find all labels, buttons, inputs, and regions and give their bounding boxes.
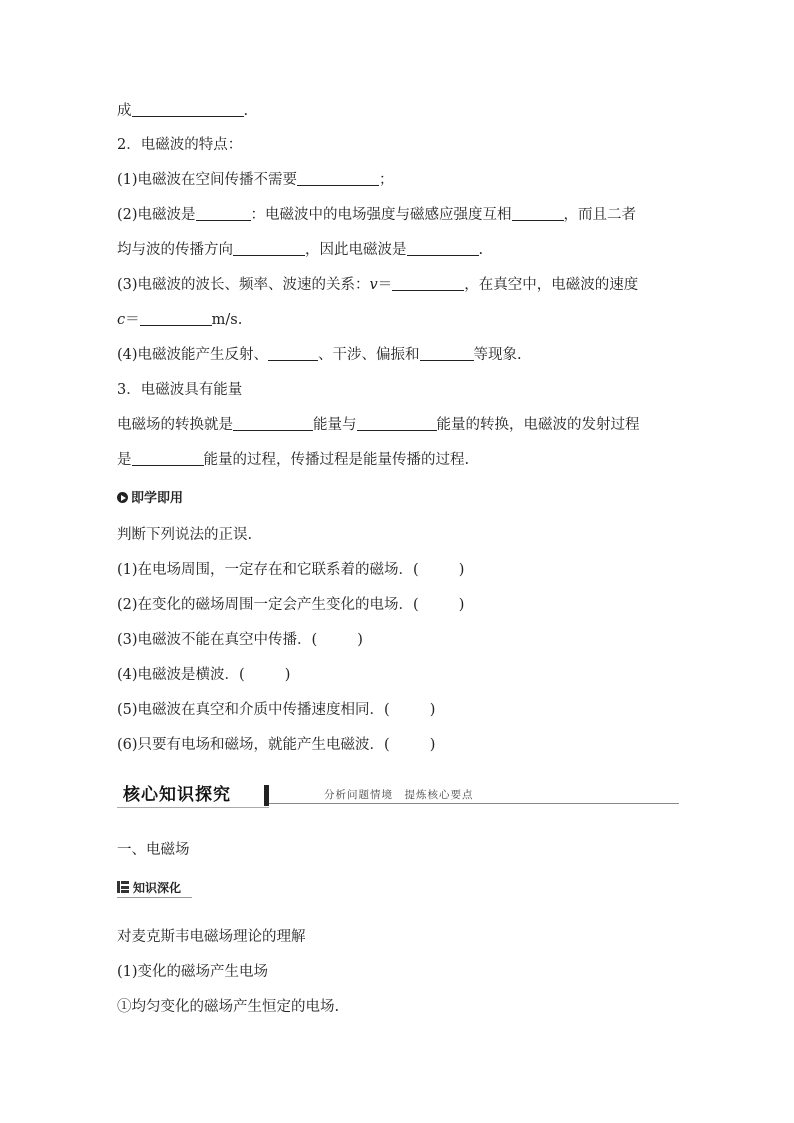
fill-blank (297, 172, 379, 186)
text: (2)电磁波是 (117, 207, 196, 223)
text: 能量与 (313, 417, 357, 433)
text-line-2-4 (117, 346, 522, 364)
fill-blank (233, 242, 305, 256)
text: 能量的转换，电磁波的发射过程 (436, 417, 640, 433)
text-line-2-3 (117, 276, 638, 294)
variable-v: v (369, 277, 378, 293)
banner-rule (117, 807, 269, 808)
text: (3)电磁波不能在真空中传播．( (117, 632, 318, 648)
text: . (478, 242, 484, 258)
text: ) (357, 632, 363, 648)
text: (2)在变化的磁场周围一定会产生变化的电场．( (117, 597, 419, 613)
text: ＝ (377, 277, 393, 293)
paragraph: 对麦克斯韦电磁场理论的理解 (117, 929, 306, 945)
text-line-2-3b (117, 311, 242, 329)
text: . (243, 103, 249, 119)
text: 电磁场的转换就是 (117, 417, 233, 433)
text-line-3-2 (117, 451, 469, 469)
knowledge-header (117, 879, 181, 897)
text: 均与波的传播方向 (117, 242, 233, 258)
fill-blank (196, 207, 251, 221)
text: (1)电磁波在空间传播不需要 (117, 172, 298, 188)
variable-c: c (117, 312, 126, 328)
text: ) (284, 667, 291, 683)
text: (5)电磁波在真空和介质中传播速度相同．( (117, 702, 390, 718)
practice-header (117, 489, 183, 507)
fill-blank (357, 417, 437, 431)
text: (6)只要有电场和磁场，就能产生电磁波．( (117, 737, 390, 753)
text: 能量的过程，传播过程是能量传播的过程. (203, 452, 470, 468)
text: ； (379, 172, 394, 188)
judgment-item (117, 736, 435, 754)
text-line-2-2b (117, 241, 483, 259)
banner-rule (269, 803, 679, 804)
judgment-item (117, 561, 464, 579)
fill-blank (132, 452, 204, 466)
text: (3)电磁波的波长、频率、波速的关系： (117, 277, 370, 293)
text: m/s. (211, 312, 243, 328)
section-2-title: 2．电磁波的特点： (117, 137, 243, 153)
text: ) (458, 562, 465, 578)
fill-blank (233, 417, 313, 431)
fill-blank (420, 347, 474, 361)
text-line-2-2 (117, 206, 636, 224)
judgment-item (117, 631, 363, 649)
practice-header-text: 即学即用 (131, 491, 184, 506)
text: (1)在电场周围，一定存在和它联系着的磁场．( (117, 562, 419, 578)
text-line-3-1 (117, 416, 640, 434)
text: ) (458, 597, 465, 613)
judgment-item (117, 666, 290, 684)
text: ) (429, 702, 436, 718)
practice-intro: 判断下列说法的正误. (117, 527, 253, 543)
text: ：电磁波中的电场强度与磁感应强度互相 (250, 207, 512, 223)
judgment-item (117, 701, 435, 719)
paragraph: (1)变化的磁场产生电场 (117, 964, 269, 980)
text: 成 (117, 103, 132, 119)
paragraph: ①均匀变化的磁场产生恒定的电场. (117, 999, 340, 1015)
header-underline (117, 897, 192, 898)
fill-blank (140, 312, 212, 326)
fill-blank (407, 242, 479, 256)
text: ＝ (125, 312, 140, 328)
play-circle-icon (117, 492, 128, 503)
banner-title: 核心知识探究 (123, 785, 231, 805)
text: ，在真空中，电磁波的速度 (464, 277, 639, 293)
fill-blank (268, 347, 318, 361)
judgment-item (117, 596, 464, 614)
text: ) (429, 737, 436, 753)
text: (4)电磁波是横波．( (117, 667, 245, 683)
section-3-title: 3．电磁波具有能量 (117, 382, 243, 398)
text: ，而且二者 (563, 207, 637, 223)
bar-chart-icon (117, 881, 129, 893)
text-line-1 (117, 102, 248, 120)
text: 是 (117, 452, 132, 468)
fill-blank (512, 207, 564, 221)
text-line-2-1 (117, 171, 394, 189)
text: 、干涉、偏振和 (318, 347, 420, 363)
text: 等现象. (473, 347, 522, 363)
text: ，因此电磁波是 (305, 242, 407, 258)
text: (4)电磁波能产生反射、 (117, 347, 269, 363)
section-banner (117, 784, 679, 808)
section-1-title: 一、电磁场 (117, 842, 190, 858)
fill-blank (132, 103, 244, 117)
fill-blank (392, 277, 464, 291)
knowledge-header-text: 知识深化 (133, 881, 182, 895)
banner-subtitle: 分析问题情境 提炼核心要点 (324, 789, 474, 801)
